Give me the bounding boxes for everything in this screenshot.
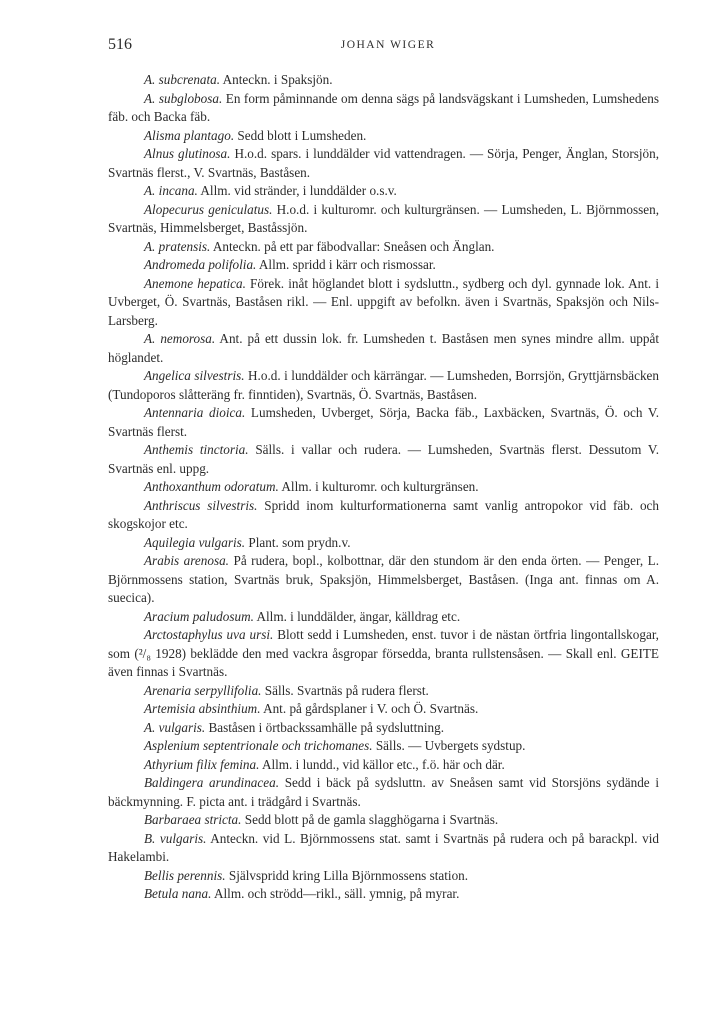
species-entry	[108, 145, 659, 182]
species-notes: Anteckn. på ett par fäbodvallar: Sneåsen och Änglan.	[210, 238, 495, 254]
species-notes: Sedd blott i Lumsheden.	[234, 127, 367, 143]
species-notes: Plant. som prydn.v.	[245, 534, 351, 550]
species-entry	[108, 737, 659, 756]
species-notes: Anteckn. i Spaksjön.	[220, 72, 333, 87]
species-entry	[108, 608, 659, 627]
species-entry	[108, 626, 659, 682]
species-notes: Självspridd kring Lilla Björnmossens station.	[225, 867, 469, 883]
species-name: Anthriscus silvestris.	[144, 497, 258, 513]
species-entry	[108, 441, 659, 478]
species-entry	[108, 552, 659, 608]
species-notes: H.o.d. i lunddälder och kärrängar. — Lumsheden, Borrsjön, Gryttjärnsbäcken (Tundoporos slåtteräng fr. finntiden), Svartnäs, Ö. Svartnäs, Baståsen.	[108, 368, 659, 402]
species-entry	[108, 700, 659, 719]
species-entry	[108, 830, 659, 867]
species-notes: Lumsheden, Uvberget, Sörja, Backa fäb., Laxbäcken, Svartnäs, Ö. och V. Svartnäs flerst.	[108, 405, 659, 439]
species-entry	[108, 367, 659, 404]
species-notes: Allm. i lunddälder, ängar, källdrag etc.	[253, 608, 461, 624]
species-name: Arabis arenosa.	[144, 553, 229, 568]
species-name: Arctostaphylus uva ursi.	[144, 627, 274, 642]
species-name: Aracium paludosum.	[144, 608, 254, 624]
species-name: Athyrium filix femina.	[144, 756, 260, 772]
species-entry	[108, 275, 659, 331]
species-name: A. vulgaris.	[144, 719, 206, 735]
species-name: B. vulgaris.	[144, 830, 207, 846]
species-name: A. subcrenata.	[144, 72, 221, 87]
species-notes: Sälls. i vallar och rudera. — Lumsheden, Svartnäs flerst. Dessutom V. Svartnäs enl. uppg.	[108, 442, 659, 476]
species-entry	[108, 182, 659, 201]
species-notes: Allm. i lundd., vid källor etc., f.ö. här och där.	[259, 756, 505, 772]
species-notes: En form påminnande om denna sägs på landsvägskant i Lumsheden, Lumshedens fäb. och Backa fäb.	[108, 90, 659, 124]
species-name: A. incana.	[144, 183, 198, 198]
species-notes: Allm. spridd i kärr och rismossar.	[256, 257, 436, 272]
species-name: Artemisia absinthium.	[144, 701, 261, 716]
species-notes: Sälls. Svartnäs på rudera flerst.	[261, 682, 429, 698]
species-name: Antennaria dioica.	[144, 405, 246, 420]
species-entry	[108, 404, 659, 441]
species-name: A. pratensis.	[144, 238, 211, 254]
species-name: Alnus glutinosa.	[144, 146, 231, 161]
species-notes: Ant. på gårdsplaner i V. och Ö. Svartnäs.	[260, 701, 479, 716]
species-entry	[108, 71, 659, 90]
species-entry	[108, 201, 659, 238]
species-entry	[108, 127, 659, 146]
species-notes: Förek. inåt höglandet blott i sydsluttn., sydberg och dyl. gynnade lok. Ant. i Uvberget, Ö. Svartnäs, Baståsen rikl. — Enl. uppgift av befolkn. även i Svartnäs, Spaksjön och Nils-Larsberg.	[108, 275, 659, 328]
species-entry	[108, 534, 659, 553]
species-entry	[108, 719, 659, 738]
species-name: A. subglobosa.	[144, 90, 223, 106]
species-entry	[108, 256, 659, 275]
species-entry	[108, 867, 659, 886]
species-notes: H.o.d. i kulturomr. och kulturgränsen. — Lumsheden, L. Björnmossen, Svartnäs, Himmelsberget, Baståssjön.	[108, 201, 659, 235]
species-notes: På rudera, bopl., kolbottnar, där den stundom är den enda örten. — Penger, L. Björnmossens station, Svartnäs bruk, Spaksjön, Himmelsberget, Baståsen. (Inga ant. finnas om A. suecica).	[108, 553, 659, 605]
species-entry	[108, 885, 659, 904]
page-number: 516	[108, 36, 132, 53]
running-head: JOHAN WIGER	[340, 39, 436, 51]
species-entry	[108, 756, 659, 775]
species-notes: Baståsen i örtbackssamhälle på sydsluttning.	[205, 719, 444, 735]
species-entry	[108, 478, 659, 497]
species-name: Andromeda polifolia.	[144, 257, 257, 272]
species-name: Asplenium septentrionale och trichomanes.	[144, 738, 373, 753]
species-name: Alisma plantago.	[144, 127, 235, 143]
species-notes: Sedd blott på de gamla slagghögarna i Svartnäs.	[241, 812, 499, 827]
species-name: Bellis perennis.	[144, 867, 226, 883]
species-entry	[108, 497, 659, 534]
species-name: Anemone hepatica.	[144, 275, 246, 291]
species-notes: H.o.d. spars. i lunddälder vid vattendragen. — Sörja, Penger, Änglan, Storsjön, Svartnäs flerst., V. Svartnäs, Baståsen.	[108, 146, 659, 180]
species-notes: Allm. i kulturomr. och kulturgränsen.	[278, 479, 479, 494]
species-name: Anthoxanthum odoratum.	[144, 479, 279, 494]
species-notes: Blott sedd i Lumsheden, enst. tuvor i de nästan örtfria lingontallskogar, som (²/₈ 1928) beklädde den med vackra åsgropar försedda, branta rullstensåsen. — Skall enl. GEITE även finnas i Svartnäs.	[108, 627, 659, 679]
page-header	[108, 36, 668, 58]
species-name: Baldingera arundinacea.	[144, 775, 279, 790]
species-name: Angelica silvestris.	[144, 368, 245, 383]
species-notes: Allm. vid stränder, i lunddälder o.s.v.	[197, 183, 397, 198]
species-name: Anthemis tinctoria.	[144, 442, 249, 457]
species-name: Betula nana.	[144, 886, 212, 901]
species-name: Barbaraea stricta.	[144, 812, 242, 827]
species-name: Arenaria serpyllifolia.	[144, 682, 262, 698]
species-notes: Ant. på ett dussin lok. fr. Lumsheden t. Baståsen men synes mindre allm. uppåt höglandet.	[108, 331, 659, 365]
species-notes: Anteckn. vid L. Björnmossens stat. samt i Svartnäs på rudera och på barackpl. vid Hakelambi.	[108, 830, 659, 864]
species-notes: Spridd inom kulturformationerna samt vanlig antropokor vid fäb. och skogskojor etc.	[108, 497, 659, 531]
species-name: Alopecurus geniculatus.	[144, 201, 273, 217]
species-name: A. nemorosa.	[144, 331, 216, 346]
species-notes: Sälls. — Uvbergets sydstup.	[372, 738, 526, 753]
species-notes: Sedd i bäck på sydsluttn. av Sneåsen samt vid Storsjöns sydände i bäckmynning. F. picta ant. i trädgård i Svartnäs.	[108, 775, 660, 809]
species-entry	[108, 330, 659, 367]
species-entry	[108, 774, 659, 811]
species-list	[108, 71, 659, 904]
species-entry	[108, 238, 659, 257]
species-entry	[108, 811, 659, 830]
species-notes: Allm. och strödd—rikl., säll. ymnig, på myrar.	[211, 886, 460, 901]
species-entry	[108, 682, 659, 701]
species-name: Aquilegia vulgaris.	[144, 534, 246, 550]
species-entry	[108, 90, 659, 127]
